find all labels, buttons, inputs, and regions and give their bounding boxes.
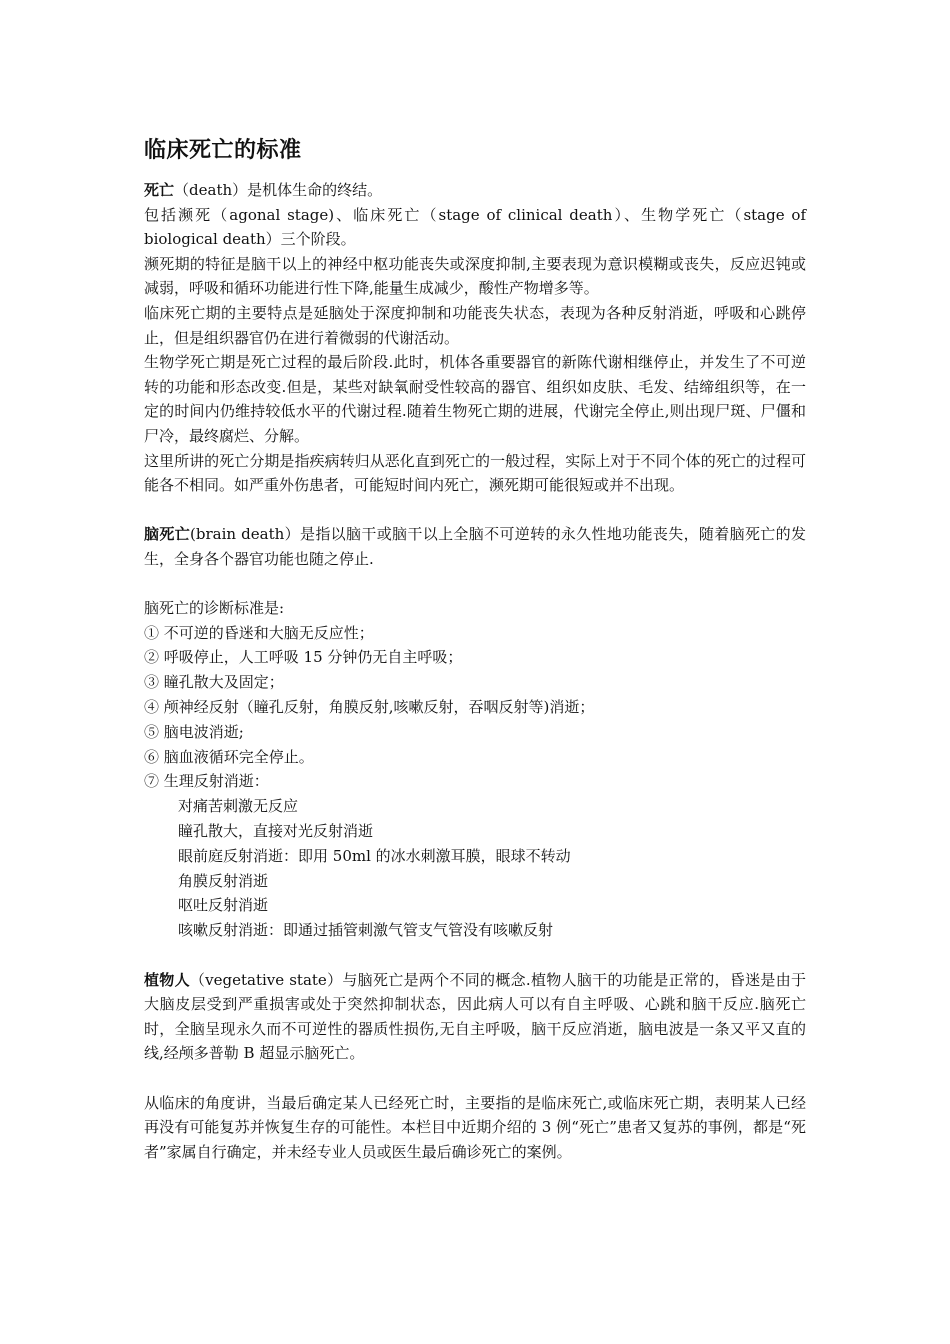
death-definition-text: （death）是机体生命的终结。 (174, 181, 383, 199)
term-death: 死亡 (144, 181, 175, 199)
criteria-item: ② 呼吸停止，人工呼吸 15 分钟仍无自主呼吸； (144, 648, 463, 667)
document-body (144, 134, 806, 1164)
criteria-item: ⑥ 脑血液循环完全停止。 (144, 747, 314, 766)
paragraph-stage-variation: 这里所讲的死亡分期是指疾病转归从恶化直到死亡的一般过程，实际上对于不同个体的死亡的过程可能各不相同。如严重外伤患者，可能短时间内死亡，濒死期可能很短或并不出现。 (144, 451, 806, 495)
reflex-sublist (144, 794, 806, 943)
reflex-item: 角膜反射消逝 (178, 871, 269, 890)
paragraph-biological-death: 生物学死亡期是死亡过程的最后阶段.此时，机体各重要器官的新陈代谢相继停止，并发生了不可逆转的功能和形态改变.但是，某些对缺氧耐受性较高的器官、组织如皮肤、毛发、结缔组织等，在一定的时间内仍维持较低水平的代谢过程.随着生物死亡期的进展，代谢完全停止,则出现尸斑、尸僵和尸冷，最终腐烂、分解。 (144, 353, 806, 445)
criteria-item: ⑦ 生理反射消逝： (144, 772, 269, 791)
criteria-item: ④ 颅神经反射（瞳孔反射，角膜反射,咳嗽反射，吞咽反射等)消逝； (144, 698, 595, 717)
spacer (144, 1066, 806, 1091)
reflex-item: 呕吐反射消逝 (178, 896, 269, 915)
reflex-item: 对痛苦刺激无反应 (178, 797, 299, 816)
criteria-list (144, 621, 806, 795)
paragraph-vegetative-state (144, 968, 806, 1066)
paragraph-clinical-perspective: 从临床的角度讲，当最后确定某人已经死亡时，主要指的是临床死亡,或临床死亡期，表明某人已经再没有可能复苏并恢复生存的可能性。本栏目中近期介绍的 3 例“死亡”患者又复苏的事例，都是“死者”家属自行确定，并未经专业人员或医生最后确诊死亡的案例。 (144, 1093, 806, 1161)
criteria-item: ① 不可逆的昏迷和大脑无反应性； (144, 623, 374, 642)
paragraph-stages: 包括濒死（agonal stage)、临床死亡（stage of clinical death）、生物学死亡（stage of biological death）三个阶段。 (144, 205, 806, 249)
spacer (144, 572, 806, 597)
term-brain-death: 脑死亡 (144, 525, 191, 544)
reflex-item: 眼前庭反射消逝：即用 50ml 的冰水刺激耳膜，眼球不转动 (178, 846, 571, 865)
term-vegetative-state: 植物人 (144, 970, 190, 989)
criteria-item: ③ 瞳孔散大及固定； (144, 673, 284, 692)
page-title: 临床死亡的标准 (144, 138, 302, 163)
criteria-item: ⑤ 脑电波消逝; (144, 722, 244, 741)
spacer (144, 943, 806, 968)
spacer (144, 498, 806, 523)
paragraph-agonal-stage: 濒死期的特征是脑干以上的神经中枢功能丧失或深度抑制,主要表现为意识模糊或丧失，反应迟钝或减弱，呼吸和循环功能进行性下降,能量生成减少，酸性产物增多等。 (144, 254, 806, 298)
vegetative-state-text: （vegetative state）与脑死亡是两个不同的概念.植物人脑干的功能是正常的，昏迷是由于大脑皮层受到严重损害或处于突然抑制状态，因此病人可以有自主呼吸、心跳和脑干反应.脑死亡时，全脑呈现永久而不可逆性的器质性损伤,无自主呼吸，脑干反应消逝，脑电波是一条又平又直的线,经颅多普勒 B 超显示脑死亡。 (144, 970, 806, 1063)
brain-death-definition-text: (brain death）是指以脑干或脑干以上全脑不可逆转的永久性地功能丧失，随着脑死亡的发生，全身各个器官功能也随之停止. (144, 525, 806, 568)
criteria-heading: 脑死亡的诊断标准是: (144, 599, 285, 618)
paragraph-brain-death (144, 522, 806, 571)
paragraph-death-definition (144, 178, 806, 203)
reflex-item: 咳嗽反射消逝：即通过插管刺激气管支气管没有咳嗽反射 (178, 921, 554, 940)
paragraph-clinical-death: 临床死亡期的主要特点是延脑处于深度抑制和功能丧失状态，表现为各种反射消逝，呼吸和心跳停止，但是组织器官仍在进行着微弱的代谢活动。 (144, 303, 806, 347)
reflex-item: 瞳孔散大，直接对光反射消逝 (178, 822, 374, 841)
